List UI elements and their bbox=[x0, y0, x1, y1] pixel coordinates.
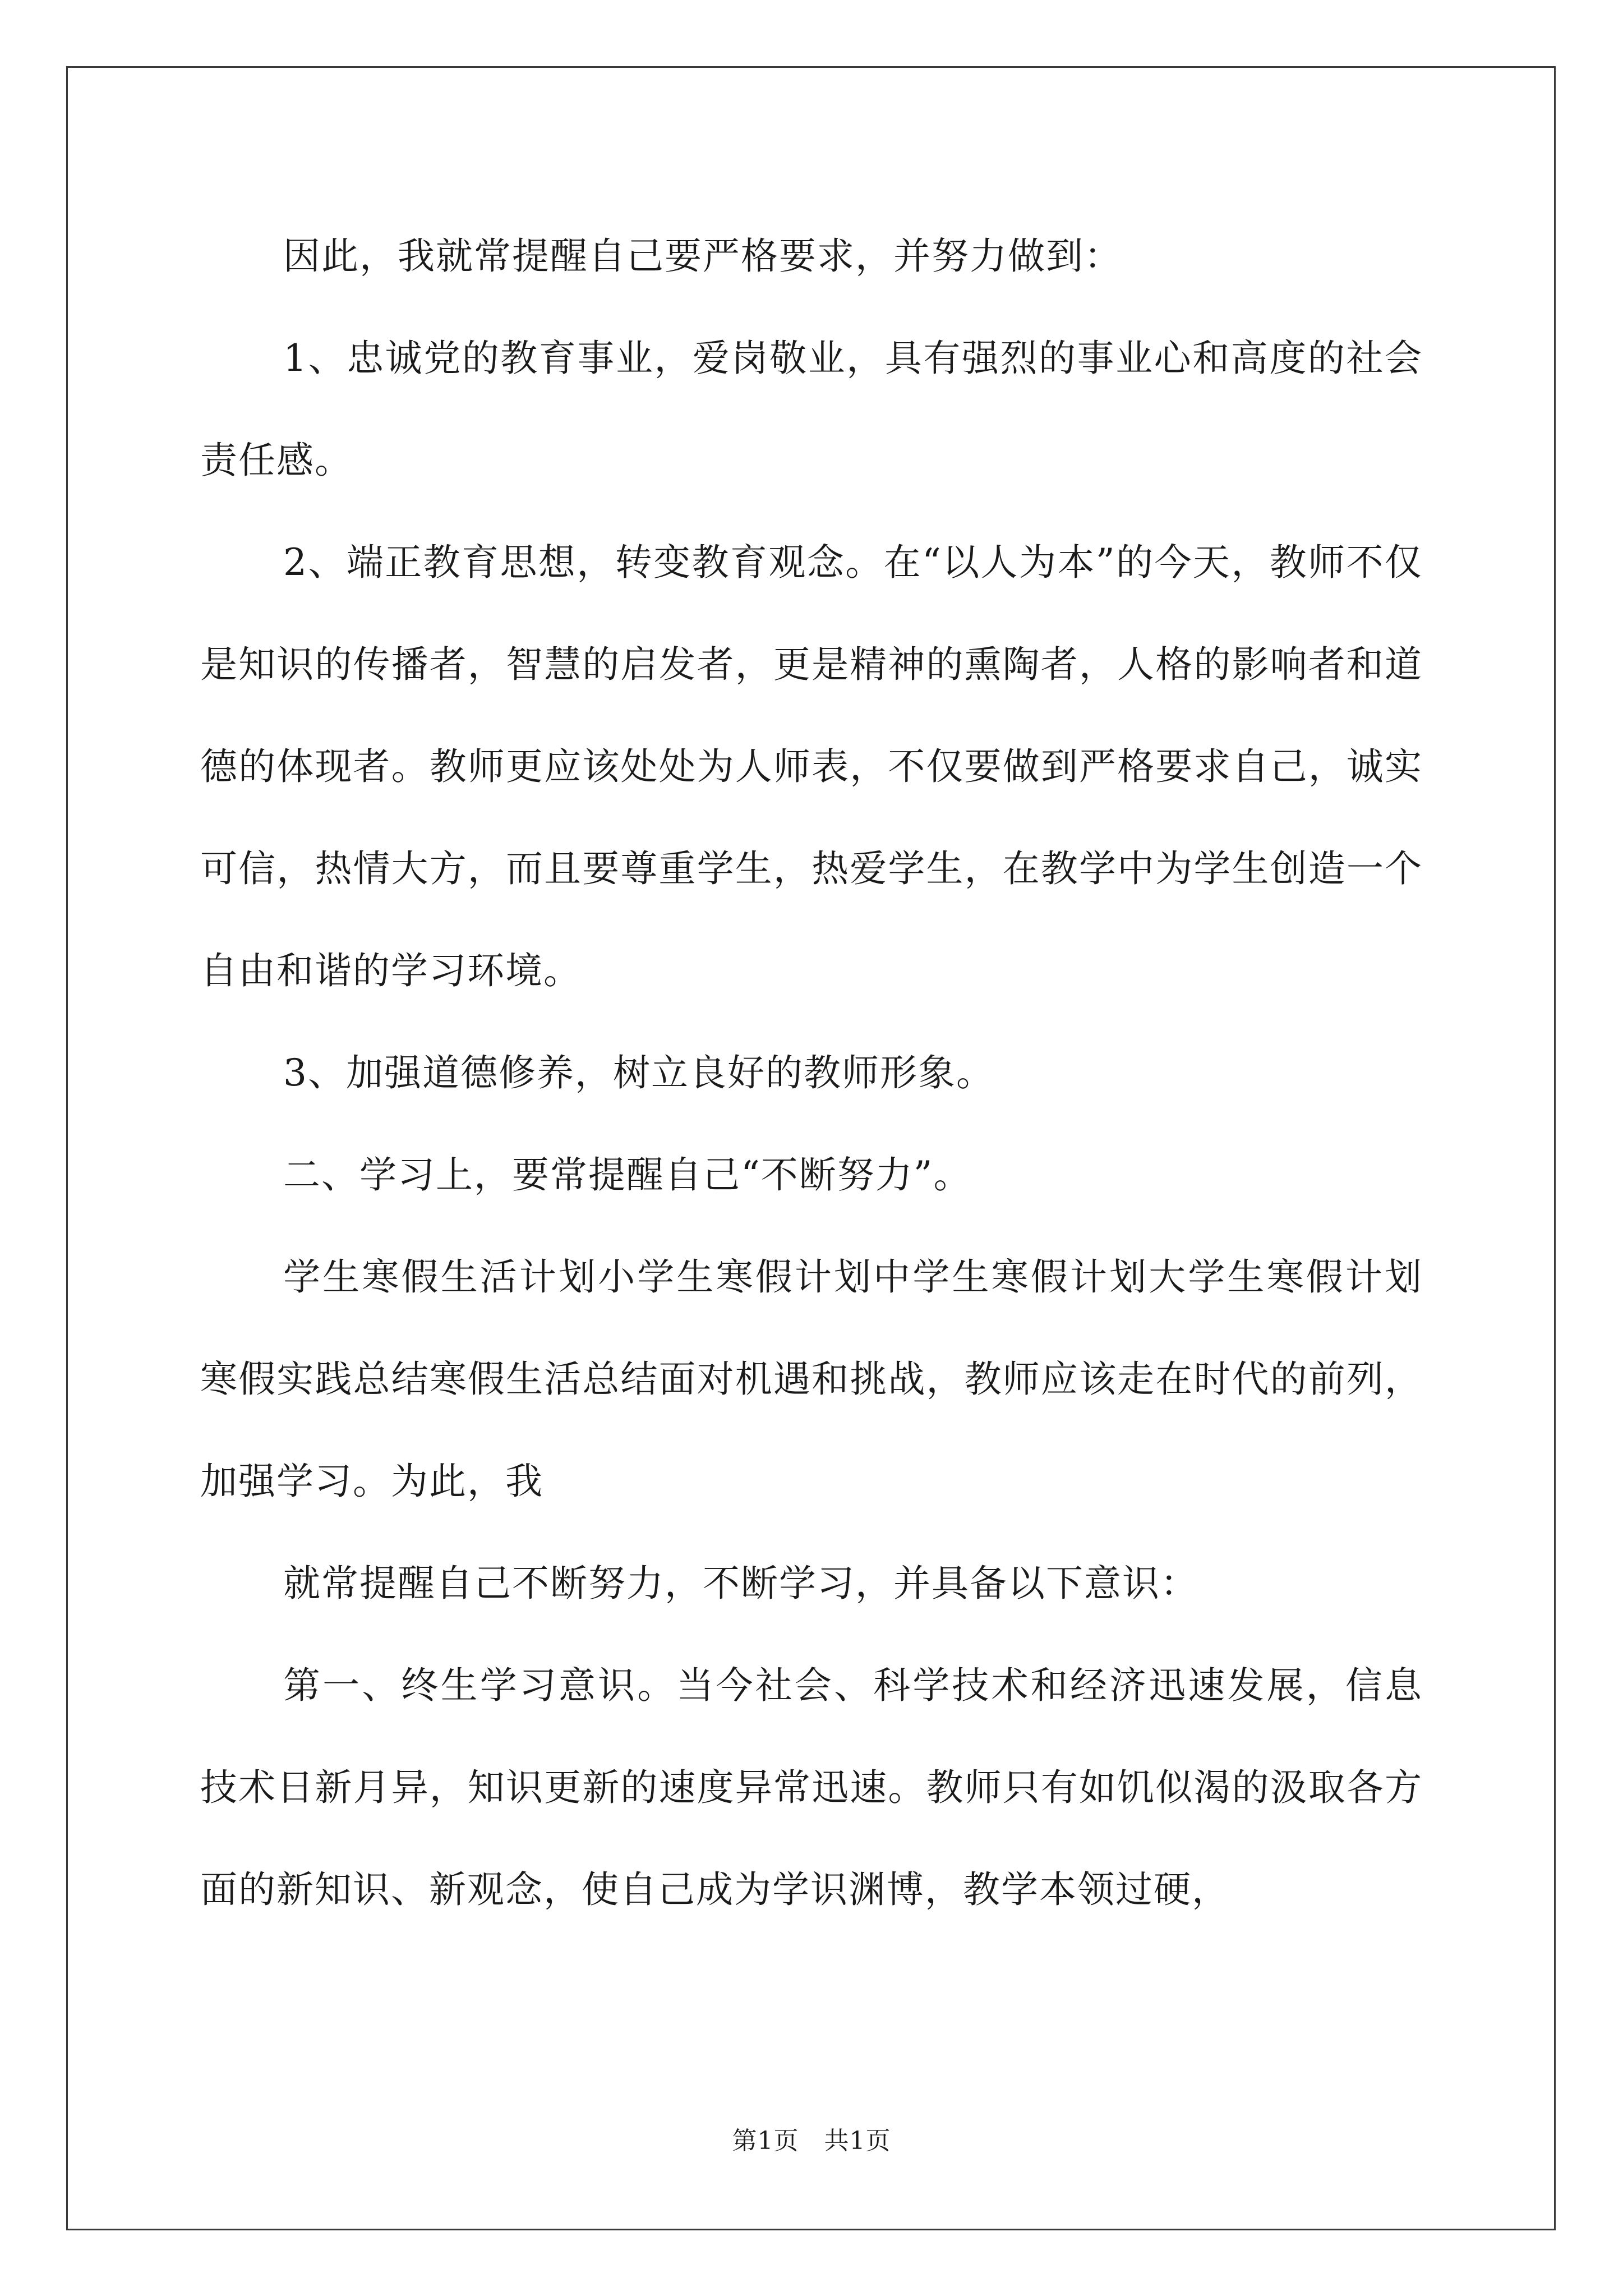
paragraph-1: 因此，我就常提醒自己要严格要求，并努力做到： bbox=[283, 234, 1122, 278]
page-number: 第1页 bbox=[732, 2127, 799, 2155]
paragraph-7: 就常提醒自己不断努力，不断学习，并具备以下意识： bbox=[283, 1562, 1198, 1605]
paragraph-5: 二、学习上，要常提醒自己“不断努力”。 bbox=[283, 1153, 972, 1197]
page-total: 共1页 bbox=[824, 2127, 891, 2155]
page-footer bbox=[0, 2120, 1623, 2156]
paragraph-6: 学生寒假生活计划小学生寒假计划中学生寒假计划大学生寒假计划寒假实践总结寒假生活总结面对机遇和挑战，教师应该走在时代的前列，加强学习。为此，我 bbox=[200, 1255, 1423, 1503]
document-body bbox=[200, 205, 1423, 1941]
paragraph-3: 2、端正教育思想，转变教育观念。在“以人为本”的今天，教师不仅是知识的传播者，智慧的启发者，更是精神的熏陶者，人格的影响者和道德的体现者。教师更应该处处为人师表，不仅要做到严格要求自己，诚实可信，热情大方，而且要尊重学生，热爱学生，在教学中为学生创造一个自由和谐的学习环境。 bbox=[200, 541, 1423, 992]
paragraph-4: 3、加强道德修养，树立良好的教师形象。 bbox=[283, 1051, 994, 1094]
paragraph-8: 第一、终生学习意识。当今社会、科学技术和经济迅速发展，信息技术日新月异，知识更新的速度异常迅速。教师只有如饥似渴的汲取各方面的新知识、新观念，使自己成为学识渊博，教学本领过硬， bbox=[200, 1664, 1423, 1911]
paragraph-2: 1、忠诚党的教育事业，爱岗敬业，具有强烈的事业心和高度的社会责任感。 bbox=[200, 337, 1423, 482]
